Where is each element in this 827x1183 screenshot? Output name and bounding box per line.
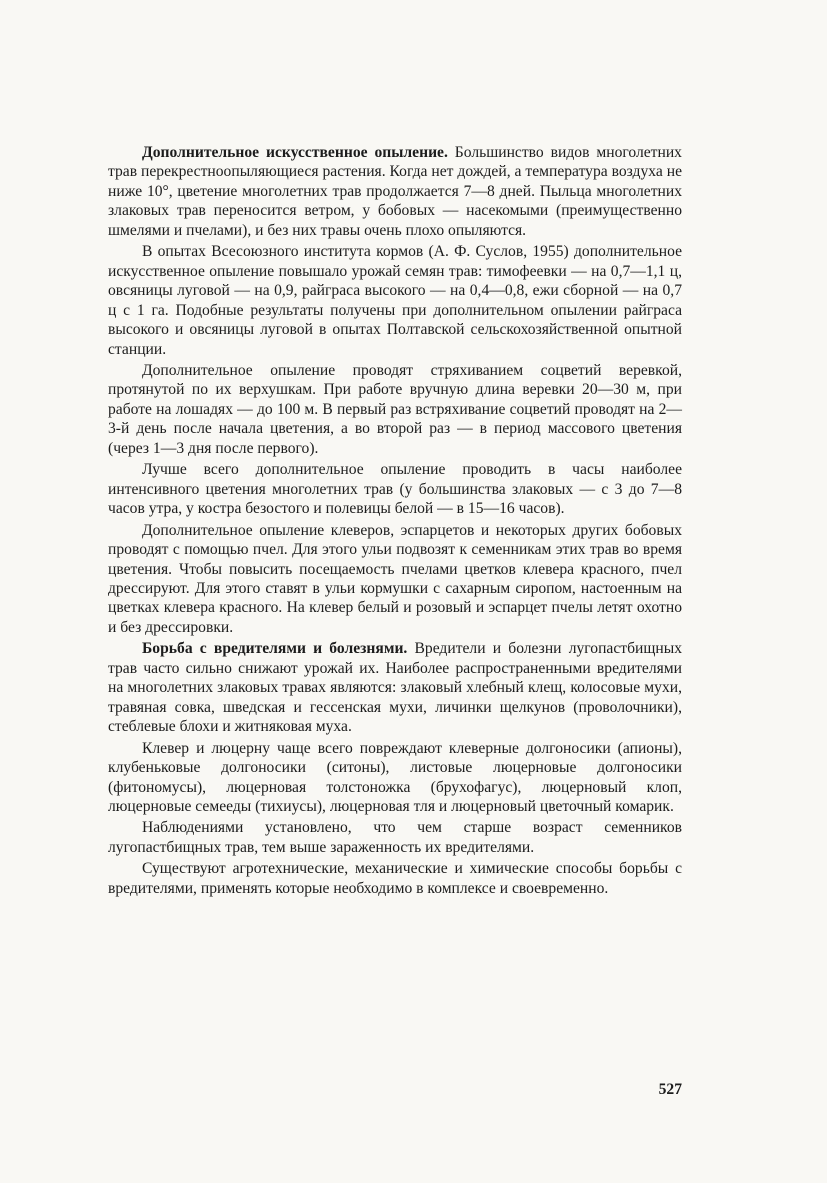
page-number: 527: [658, 1081, 682, 1098]
paragraph-text: Вредители и болезни лугопастбищных трав часто сильно снижают урожай их. Наиболее распространенными вредителями на многолетних злаковых травах являются: злаковый хлебный клещ, колосовые мухи, травяная совка, шведская и гессенская мухи, личинки щелкунов (проволочники), стеблевые блохи и житняковая муха.: [108, 640, 682, 736]
paragraph-text: В опытах Всесоюзного института кормов (А. Ф. Суслов, 1955) дополнительное искусственное опыление повышало урожай семян трав: тимофеевки — на 0,7—1,1 ц, овсяницы луговой — на 0,9, райграса высокого — на 0,4—0,8, ежи сборной — на 0,7 ц с 1 га. Подобные результаты получены при дополнительном опылении райграса высокого и овсяницы луговой в опытах Полтавской сельскохозяйственной опытной станции.: [108, 243, 682, 358]
paragraph-heading: Борьба с вредителями и болезнями.: [142, 640, 408, 658]
paragraph-text: Лучше всего дополнительное опыление проводить в часы наиболее интенсивного цветения многолетних трав (у большинства злаковых — с 3 до 7—8 часов утра, у костра безостого и полевицы белой — в 15—16 часов).: [108, 461, 682, 518]
paragraph-text: Наблюдениями установлено, что чем старше возраст семенников лугопастбищных трав, тем выше зараженность их вредителями.: [108, 819, 682, 856]
paragraph-clover-pests: [108, 739, 682, 817]
paragraph-observations: [108, 818, 682, 857]
paragraph-additional-pollination: [108, 143, 682, 240]
paragraph-text: Клевер и люцерну чаще всего повреждают клеверные долгоносики (апионы), клубеньковые долгоносики (ситоны), листовые люцерновые долгоносики (фитономусы), люцерновая толстоножка (брухофагус), люцерновый клоп, люцерновые семееды (тихиусы), люцерновая тля и люцерновый цветочный комарик.: [108, 739, 682, 815]
paragraph-rope-method: [108, 361, 682, 458]
paragraph-text: Дополнительное опыление проводят стряхиванием соцветий веревкой, протянутой по их верхушкам. При работе вручную длина веревки 20—30 м, при работе на лошадях — до 100 м. В первый раз встряхивание соцветий проводят на 2—3-й день после начала цветения, а во второй раз — в период массового цветения (через 1—3 дня после первого).: [108, 361, 682, 457]
paragraph-pollination-hours: [108, 460, 682, 518]
paragraph-text: Существуют агротехнические, механические и химические способы борьбы с вредителями, применять которые необходимо в комплексе и своевременно.: [108, 860, 682, 897]
paragraph-institute-experiments: [108, 242, 682, 359]
paragraph-pest-control: [108, 639, 682, 736]
paragraph-text: Большинство видов многолетних трав перекрестноопыляющиеся растения. Когда нет дождей, а температура воздуха не ниже 10°, цветение многолетних трав продолжается 7—8 дней. Пыльца многолетних злаковых трав переносится ветром, у бобовых — насекомыми (преимущественно шмелями и пчелами), и без них травы очень плохо опыляются.: [108, 144, 682, 239]
paragraph-bee-pollination: [108, 521, 682, 638]
paragraph-heading: Дополнительное искусственное опыление.: [142, 144, 448, 161]
paragraph-text: Дополнительное опыление клеверов, эспарцетов и некоторых других бобовых проводят с помощью пчел. Для этого ульи подвозят к семенникам этих трав во время цветения. Чтобы повысить посещаемость пчелами цветков клевера красного, пчел дрессируют. Для этого ставят в ульи кормушки с сахарным сиропом, настоенным на цветках клевера красного. На клевер белый и розовый и эспарцет пчелы летят охотно и без дрессировки.: [108, 521, 682, 636]
body-text: [108, 143, 682, 900]
paragraph-control-methods: [108, 859, 682, 898]
